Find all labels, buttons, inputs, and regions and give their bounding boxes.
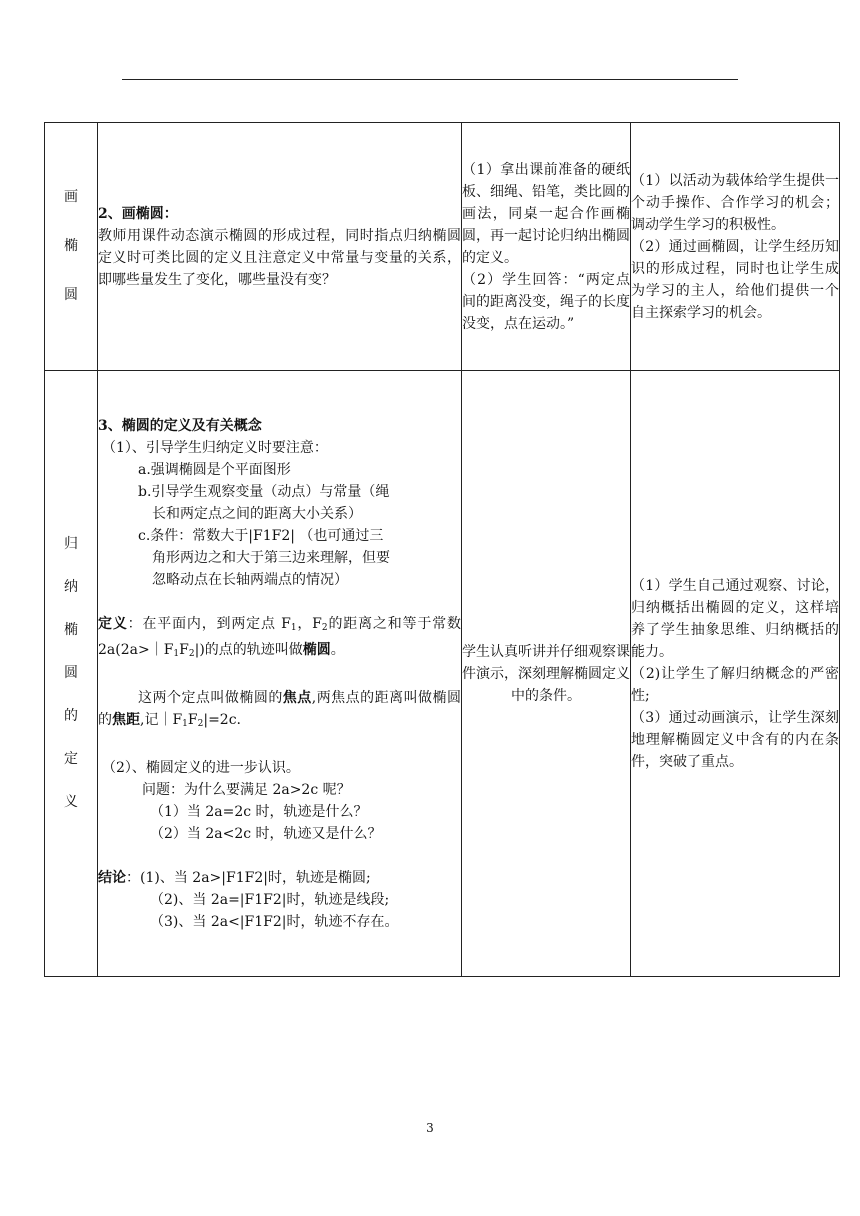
focus-definition: 这两个定点叫做椭圆的焦点,两焦点的距离叫做椭圆的焦距,记$|F_1F_2|=2c$. <box>98 689 462 729</box>
header-rule <box>122 79 738 80</box>
teaching-content-cell <box>98 123 462 371</box>
stage-char: 义 <box>64 794 78 810</box>
conclusion: 结论：(1)、当 2a>|F1F2|时，轨迹是椭圆; <box>98 869 371 886</box>
table-row <box>45 123 840 371</box>
ellipse-definition: 定义：在平面内，到两定点 $F_1$，$F_2$的距离之和等于常数 $2a(2a>|F_1F_2|)$的点的轨迹叫做椭圆。 <box>98 615 462 659</box>
table-row <box>45 371 840 977</box>
stage-label-define-ellipse <box>45 371 98 977</box>
conclusion-item: （2)、当 2a=|F1F2|时，轨迹是线段; <box>150 891 390 908</box>
guidance-point-b: b.引导学生观察变量（动点）与常量（绳 长和两定点之间的距离大小关系） <box>138 483 390 522</box>
stage-char: 归 <box>64 536 78 552</box>
page-number: 3 <box>426 1121 434 1135</box>
guidance-point-c: c.条件：常数大于|F1F2| （也可通过三 角形两边之和大于第三边来理解，但要 忽略动点在长轴两端点的情况） <box>138 527 390 588</box>
stage-char: 圆 <box>64 287 78 303</box>
design-intent-item: （1）以活动为载体给学生提供一个动手操作、合作学习的机会；调动学生学习的积极性。 <box>631 172 839 233</box>
student-activity-cell <box>462 123 631 371</box>
guidance-point-a: a.强调椭圆是个平面图形 <box>138 461 291 478</box>
guidance-intro: （1）、引导学生归纳定义时要注意： <box>102 439 328 456</box>
question-item: （1）当 2a=2c 时，轨迹是什么？ <box>150 803 368 820</box>
lesson-plan-table <box>44 122 840 977</box>
stage-char: 圆 <box>64 665 78 681</box>
section-heading: 2、画椭圆： <box>98 205 178 222</box>
design-intent-item: （1）学生自己通过观察、讨论，归纳概括出椭圆的定义，这样培养了学生抽象思维、归纳概括的能力。 <box>631 577 839 660</box>
design-intent-item: （2)让学生了解归纳概念的严密性; <box>631 665 839 704</box>
design-intent-item: （3）通过动画演示，让学生深刻地理解椭圆定义中含有的内在条件，突破了重点。 <box>631 709 839 770</box>
stage-char: 纳 <box>64 579 78 595</box>
question-item: （2）当 2a<2c 时，轨迹又是什么？ <box>150 825 382 842</box>
stage-char: 画 <box>64 189 78 205</box>
design-intent-cell <box>631 371 840 977</box>
stage-char: 的 <box>64 708 78 724</box>
conclusion-item: （3)、当 2a<|F1F2|时，轨迹不存在。 <box>150 913 399 930</box>
student-activity-item: （1）拿出课前准备的硬纸板、细绳、铅笔，类比圆的画法，同桌一起合作画椭圆，再一起讨论归纳出椭圆的定义。 <box>462 161 630 266</box>
stage-char: 椭 <box>64 238 78 254</box>
stage-char: 椭 <box>64 622 78 638</box>
stage-label-draw-ellipse <box>45 123 98 371</box>
design-intent-item: （2）通过画椭圆，让学生经历知识的形成过程，同时也让学生成为学习的主人，给他们提供一个自主探索学习的机会。 <box>631 238 839 321</box>
student-activity-item: 学生认真听讲并仔细观察课件演示，深刻理解椭圆定义中的条件。 <box>462 643 630 704</box>
stage-char: 定 <box>64 751 78 767</box>
content-paragraph: 教师用课件动态演示椭圆的形成过程，同时指点归纳椭圆定义时可类比圆的定义且注意定义中常量与变量的关系，即哪些量发生了变化，哪些量没有变？ <box>98 227 461 288</box>
teaching-content-cell <box>98 371 462 977</box>
question: 问题：为什么要满足 2a>2c 呢？ <box>142 781 351 798</box>
student-activity-cell <box>462 371 631 977</box>
further-understanding: （2）、椭圆定义的进一步认识。 <box>102 759 300 776</box>
student-activity-item: （2）学生回答：“两定点间的距离没变，绳子的长度没变，点在运动。” <box>462 271 630 332</box>
section-heading: 3、椭圆的定义及有关概念 <box>98 417 262 434</box>
design-intent-cell <box>631 123 840 371</box>
